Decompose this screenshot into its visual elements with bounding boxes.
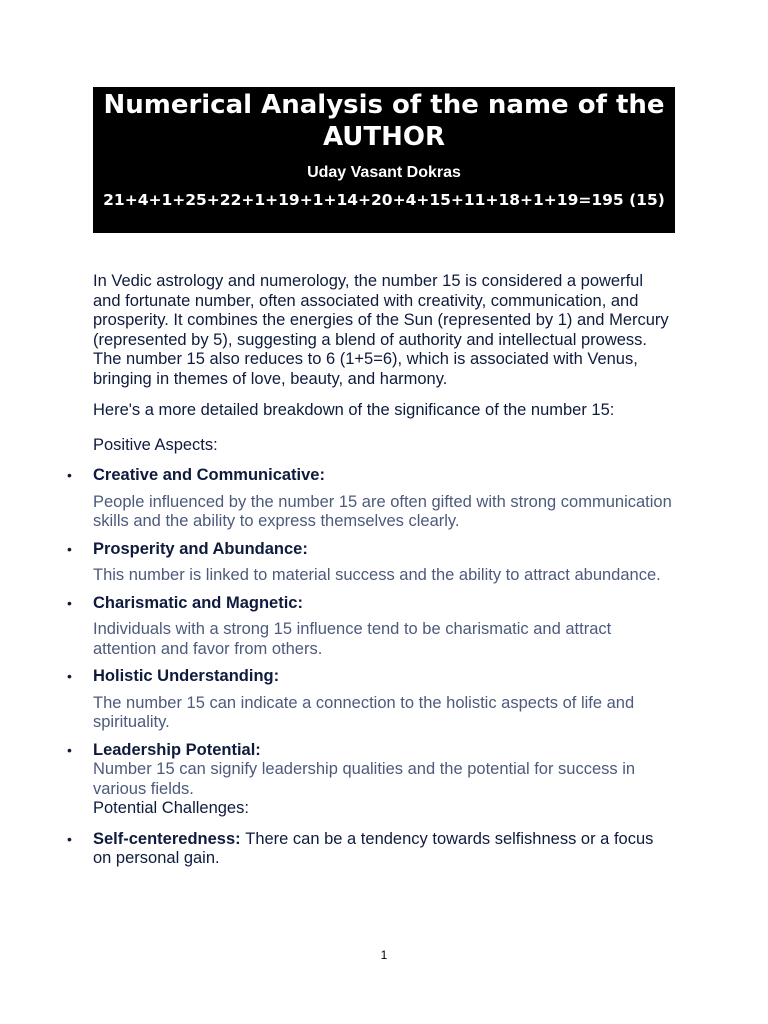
aspect-description: Number 15 can signify leadership qualities and the potential for success in various fields. [93,760,636,798]
challenges-list [67,829,675,869]
bullet-icon: • [67,830,72,847]
list-item [67,539,675,586]
positive-aspects-list [67,466,675,799]
list-item [67,667,675,733]
title-block [93,87,675,233]
list-item [67,740,675,800]
bullet-icon: • [67,668,72,684]
document-body [67,272,675,869]
aspect-title: Creative and Communicative: [93,466,325,484]
positive-aspects-heading: Positive Aspects: [93,435,218,454]
aspect-description: The number 15 can indicate a connection to the holistic aspects of life and spirituality. [93,693,635,731]
challenge-title: Self-centeredness: [93,829,246,848]
aspect-title: Charismatic and Magnetic: [93,593,303,612]
challenge-description: There can be a tendency towards selfishness or a focus on personal gain. [93,829,654,867]
list-item [67,829,675,869]
list-item [67,466,675,532]
bullet-icon: • [67,467,72,483]
bullet-icon: • [67,741,72,758]
aspect-description: People influenced by the number 15 are often gifted with strong communication skills and the ability to express themselves clearly. [93,492,672,530]
document-title: Numerical Analysis of the name of the AUTHOR [103,90,665,152]
author-name: Uday Vasant Dokras [307,164,461,181]
breakdown-intro: Here's a more detailed breakdown of the significance of the number 15: [93,401,615,419]
aspect-description: This number is linked to material success and the ability to attract abundance. [93,566,661,584]
aspect-description: Individuals with a strong 15 influence tend to be charismatic and attract attention and favor from others. [93,620,612,658]
list-item [67,593,675,660]
intro-paragraph: In Vedic astrology and numerology, the number 15 is considered a powerful and fortunate number, often associated with creativity, communication, and prosperity. It combines the energies of the Sun (represented by 1) and Mercury (represented by 5), suggesting a blend of authority and intellectual prowess. The number 15 also reduces to 6 (1+5=6), which is associated with Venus, bringing in themes of love, beauty, and harmony. [93,272,669,388]
bullet-icon: • [67,594,72,611]
aspect-title: Prosperity and Abundance: [93,539,308,558]
page-number: 1 [380,948,388,962]
bullet-icon: • [67,540,72,557]
potential-challenges-heading: Potential Challenges: [93,799,249,817]
aspect-title: Leadership Potential: [93,740,261,759]
name-sum-equation: 21+4+1+25+22+1+19+1+14+20+4+15+11+18+1+19=195 (15) [103,191,665,209]
aspect-title: Holistic Understanding: [93,667,280,685]
